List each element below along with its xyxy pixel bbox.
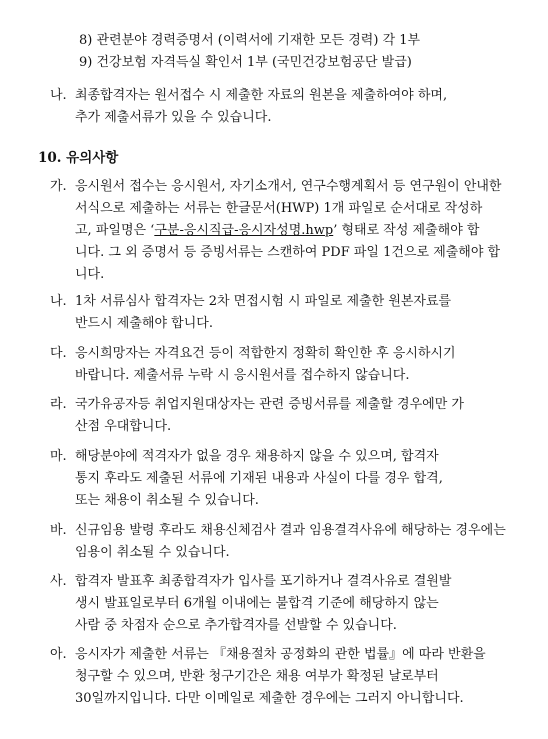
list-item-9: 9) 건강보험 자격득실 확인서 1부 (국민건강보험공단 발급)	[79, 55, 412, 70]
item-label: 라.	[50, 397, 67, 412]
paragraph-line: 30일까지입니다. 다만 이메일로 제출한 경우에는 그러지 아니합니다.	[75, 691, 464, 706]
item-label: 나.	[50, 294, 67, 309]
item-label: 나.	[50, 88, 67, 103]
item-label: 바.	[50, 523, 67, 538]
section-heading: 10. 유의사항	[38, 150, 119, 166]
item-label: 다.	[50, 346, 67, 361]
paragraph-line: 니다.	[75, 267, 105, 282]
item-label: 마.	[50, 449, 67, 464]
list-item-8: 8) 관련분야 경력증명서 (이력서에 기재한 모든 경력) 각 1부	[79, 33, 421, 48]
item-label: 사.	[50, 574, 67, 589]
paragraph-line: 임용이 취소될 수 있습니다.	[75, 545, 230, 560]
filename-format: 구분-응시직급-응시자성명.hwp	[154, 223, 334, 238]
paragraph-line: 생시 발표일로부터 6개월 이내에는 불합격 기준에 해당하지 않는	[75, 596, 439, 611]
paragraph-line: 니다. 그 외 증명서 등 증빙서류는 스캔하여 PDF 파일 1건으로 제출해야 합	[75, 245, 501, 260]
paragraph-line: 통지 후라도 제출된 서류에 기재된 내용과 사실이 다를 경우 합격,	[75, 471, 443, 486]
paragraph-line-with-filename	[75, 223, 479, 239]
paragraph-line: 바랍니다. 제출서류 누락 시 응시원서를 접수하지 않습니다.	[75, 368, 410, 383]
paragraph-line: 청구할 수 있으며, 반환 청구기간은 채용 여부가 확정된 날로부터	[75, 669, 439, 684]
paragraph-line: 응시희망자는 자격요건 등이 적합한지 정확히 확인한 후 응시하시기	[75, 346, 456, 361]
paragraph-line: 사람 중 차점자 순으로 추가합격자를 선발할 수 있습니다.	[75, 618, 397, 633]
paragraph-line: 또는 채용이 취소될 수 있습니다.	[75, 493, 259, 508]
paragraph-line: 응시원서 접수는 응시원서, 자기소개서, 연구수행계획서 등 연구원이 안내한	[75, 179, 502, 194]
item-label: 가.	[50, 179, 67, 194]
line-prefix: 고, 파일명은 ‘	[75, 223, 155, 238]
paragraph-line: 최종합격자는 원서접수 시 제출한 자료의 원본을 제출하여야 하며,	[75, 88, 448, 103]
paragraph-line: 응시자가 제출한 서류는 『채용절차 공정화의 관한 법률』에 따라 반환을	[75, 647, 486, 662]
paragraph-line: 국가유공자등 취업지원대상자는 관련 증빙서류를 제출할 경우에만 가	[75, 397, 464, 412]
paragraph-line: 신규임용 발령 후라도 채용신체검사 결과 임용결격사유에 해당하는 경우에는	[75, 523, 506, 538]
paragraph-line: 산점 우대합니다.	[75, 419, 172, 434]
paragraph-line: 반드시 제출해야 합니다.	[75, 316, 213, 331]
paragraph-line: 해당분야에 적격자가 없을 경우 채용하지 않을 수 있으며, 합격자	[75, 449, 439, 464]
paragraph-line: 서식으로 제출하는 서류는 한글문서(HWP) 1개 파일로 순서대로 작성하	[75, 201, 483, 216]
item-label: 아.	[50, 647, 67, 662]
line-suffix: ’ 형태로 작성 제출해야 합	[333, 223, 480, 238]
paragraph-line: 합격자 발표후 최종합격자가 입사를 포기하거나 결격사유로 결원발	[75, 574, 452, 589]
paragraph-line: 추가 제출서류가 있을 수 있습니다.	[75, 110, 272, 125]
paragraph-line: 1차 서류심사 합격자는 2차 면접시험 시 파일로 제출한 원본자료를	[75, 294, 452, 309]
